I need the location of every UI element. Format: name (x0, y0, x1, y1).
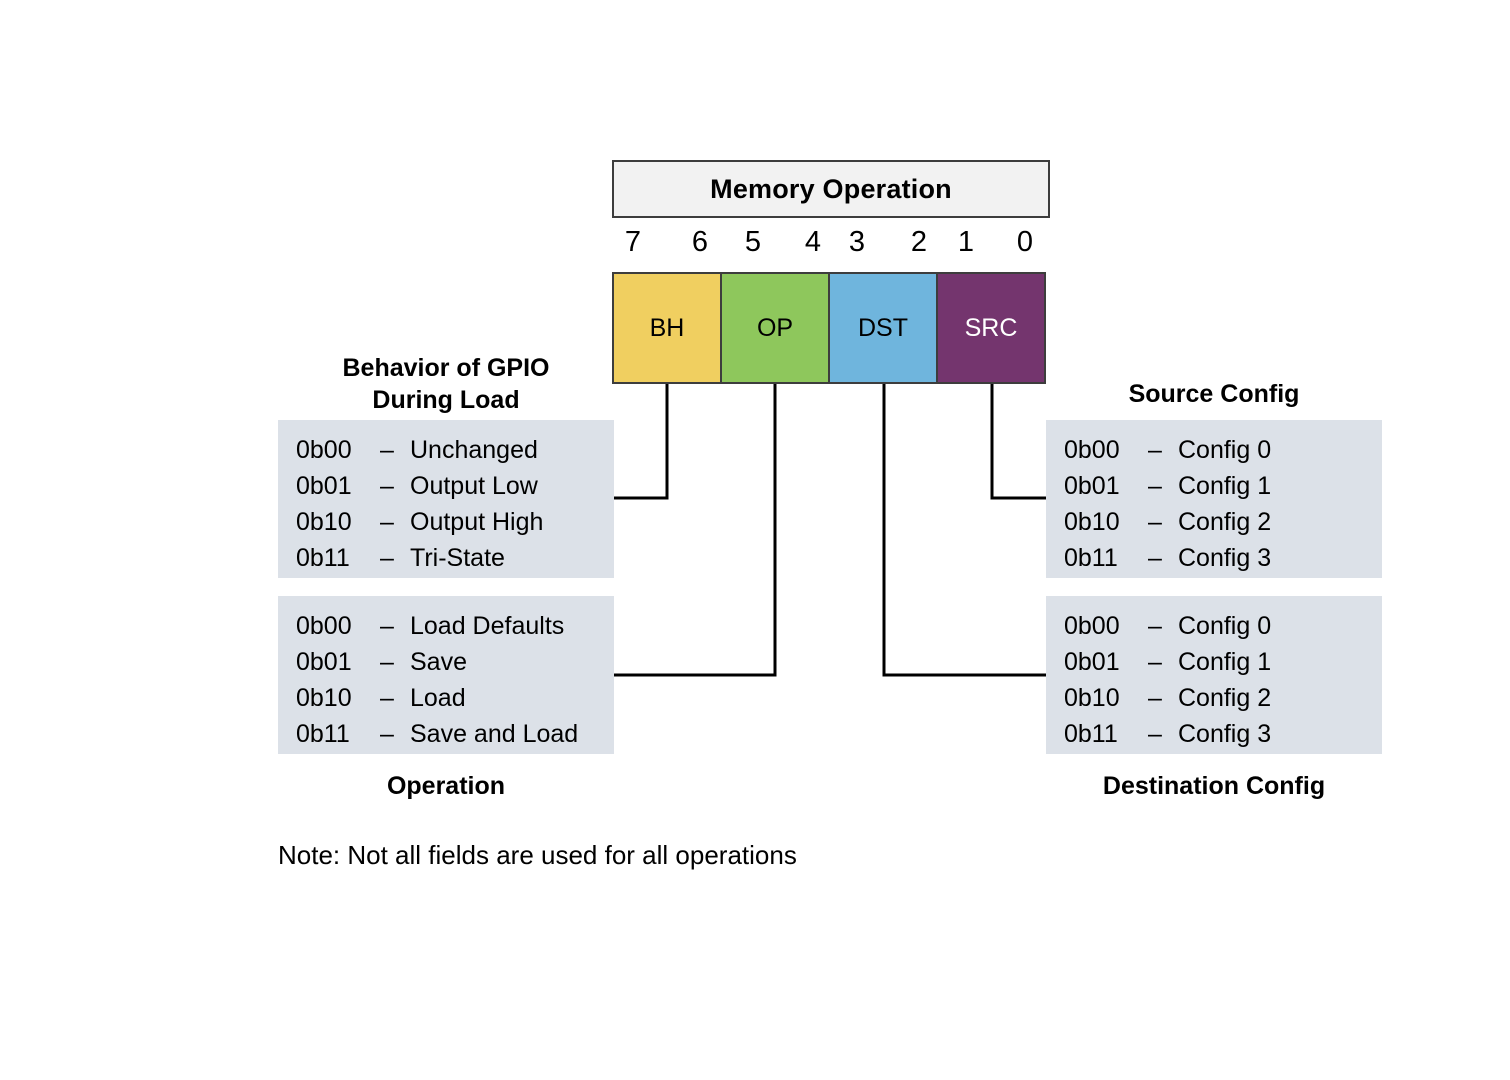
legend-text: Config 0 (1178, 612, 1272, 640)
label-source-config: Source Config (1128, 380, 1300, 408)
legend-code: 0b00 (296, 612, 352, 640)
label-behavior-line2: During Load (372, 386, 520, 414)
field-op: OP (720, 272, 830, 384)
legend-code: 0b10 (1064, 508, 1120, 536)
bit-number-row (612, 222, 1046, 266)
legend-text: Config 3 (1178, 544, 1272, 572)
legend-text: Config 3 (1178, 720, 1272, 748)
legend-code: 0b00 (1064, 612, 1120, 640)
legend-dash: – (380, 436, 394, 464)
legend-text: Save and Load (410, 720, 579, 748)
legend-row (296, 680, 596, 716)
legend-panel-destination-config (1046, 596, 1382, 754)
legend-dash: – (380, 508, 394, 536)
label-destination-config: Destination Config (1102, 772, 1326, 800)
legend-code: 0b01 (1064, 472, 1120, 500)
bit-number-2: 2 (910, 226, 928, 258)
legend-dash: – (380, 612, 394, 640)
legend-dash: – (380, 472, 394, 500)
legend-text: Config 2 (1178, 684, 1272, 712)
legend-code: 0b00 (1064, 436, 1120, 464)
field-bh: BH (612, 272, 722, 384)
legend-code: 0b11 (1064, 720, 1118, 748)
bit-number-4: 4 (804, 226, 822, 258)
legend-code: 0b01 (1064, 648, 1120, 676)
legend-dash: – (380, 648, 394, 676)
legend-dash: – (1148, 544, 1162, 572)
legend-text: Output Low (410, 472, 538, 500)
legend-dash: – (1148, 720, 1162, 748)
legend-panel-operation (278, 596, 614, 754)
legend-dash: – (1148, 472, 1162, 500)
field-dst: DST (828, 272, 938, 384)
legend-row (296, 432, 596, 468)
bit-number-6: 6 (691, 226, 709, 258)
legend-text: Output High (410, 508, 544, 536)
legend-dash: – (380, 544, 394, 572)
legend-row (1064, 504, 1364, 540)
legend-text: Load Defaults (410, 612, 565, 640)
bit-number-3: 3 (848, 226, 866, 258)
legend-dash: – (380, 720, 394, 748)
legend-text: Config 2 (1178, 508, 1272, 536)
legend-row (1064, 680, 1364, 716)
legend-dash: – (1148, 508, 1162, 536)
bit-number-0: 0 (1016, 226, 1034, 258)
legend-code: 0b10 (296, 508, 352, 536)
legend-dash: – (1148, 684, 1162, 712)
legend-text: Save (410, 648, 467, 676)
bit-number-1: 1 (957, 226, 975, 258)
legend-panel-source-config (1046, 420, 1382, 578)
legend-row (1064, 644, 1364, 680)
legend-row (296, 644, 596, 680)
legend-row (1064, 432, 1364, 468)
legend-panel-behavior (278, 420, 614, 578)
legend-code: 0b01 (296, 648, 352, 676)
legend-row (1064, 608, 1364, 644)
legend-text: Unchanged (410, 436, 538, 464)
legend-code: 0b00 (296, 436, 352, 464)
legend-code: 0b10 (296, 684, 352, 712)
register-field-row (612, 272, 1046, 384)
legend-row (296, 540, 596, 576)
bit-number-7: 7 (624, 226, 642, 258)
footnote: Note: Not all fields are used for all operations (278, 840, 797, 870)
label-behavior-of-gpio (278, 352, 614, 416)
legend-code: 0b01 (296, 472, 352, 500)
legend-row (296, 468, 596, 504)
legend-text: Config 0 (1178, 436, 1272, 464)
label-operation: Operation (386, 772, 506, 800)
bit-number-5: 5 (744, 226, 762, 258)
legend-text: Load (410, 684, 466, 712)
legend-dash: – (1148, 648, 1162, 676)
legend-row (296, 716, 596, 752)
legend-text: Tri-State (410, 544, 505, 572)
label-behavior-line1: Behavior of GPIO (342, 354, 550, 382)
register-title: Memory Operation (612, 160, 1050, 218)
legend-code: 0b10 (1064, 684, 1120, 712)
legend-dash: – (1148, 612, 1162, 640)
legend-row (1064, 540, 1364, 576)
legend-code: 0b11 (296, 720, 350, 748)
legend-dash: – (380, 684, 394, 712)
legend-row (1064, 716, 1364, 752)
legend-row (296, 608, 596, 644)
legend-text: Config 1 (1178, 648, 1272, 676)
legend-text: Config 1 (1178, 472, 1272, 500)
legend-code: 0b11 (1064, 544, 1118, 572)
legend-row (296, 504, 596, 540)
legend-code: 0b11 (296, 544, 350, 572)
legend-dash: – (1148, 436, 1162, 464)
legend-row (1064, 468, 1364, 504)
field-src: SRC (936, 272, 1046, 384)
